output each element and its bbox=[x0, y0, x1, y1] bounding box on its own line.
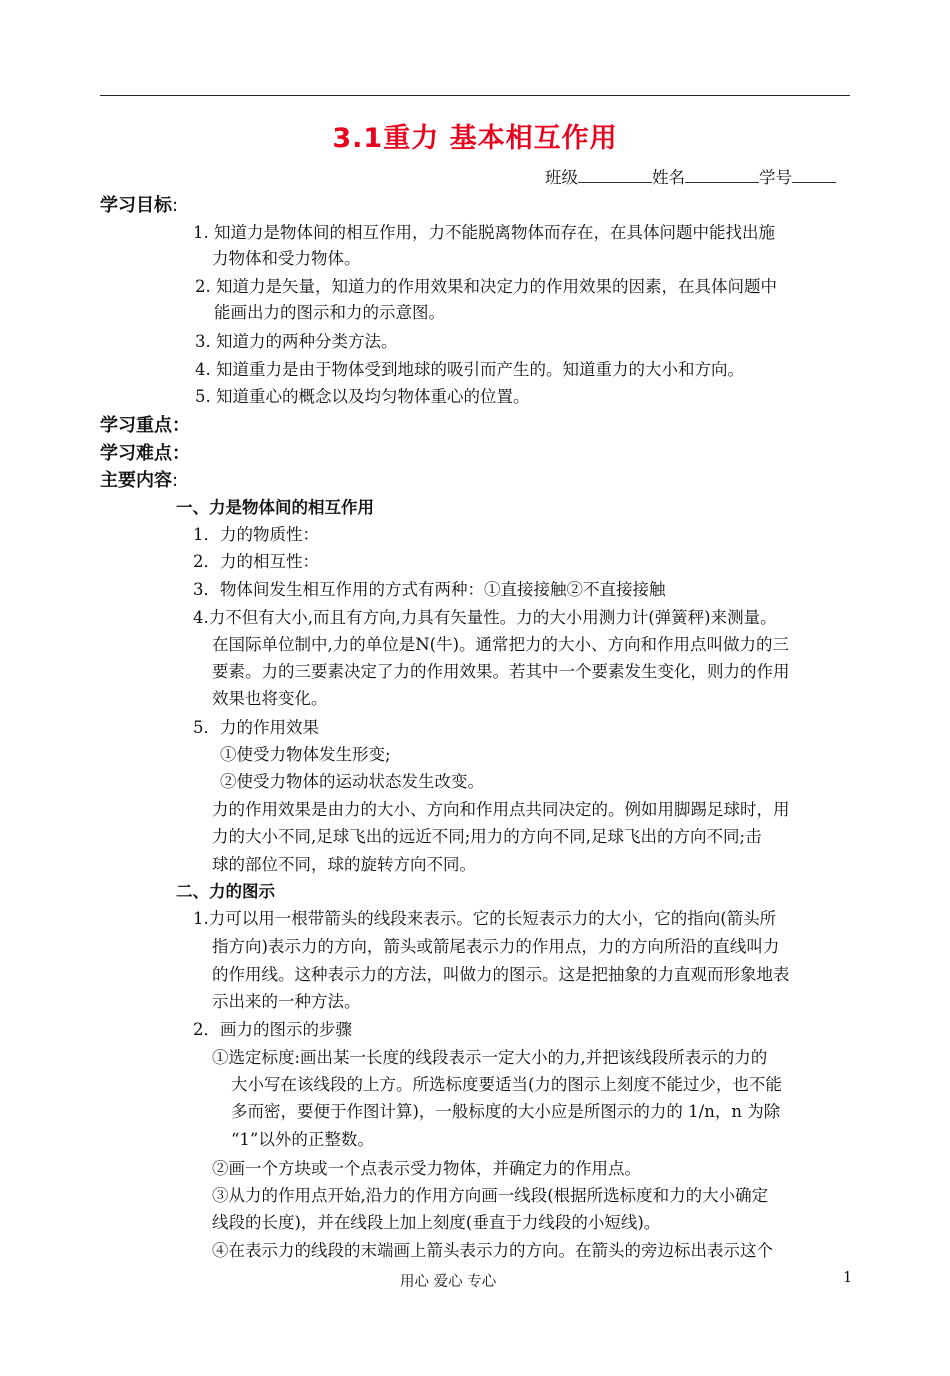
s1-para-line-2: 力的大小不同,足球飞出的远近不同;用力的方向不同,足球飞出的方向不同;击 bbox=[212, 827, 762, 846]
s2-item-1-line-4: 示出来的一种方法。 bbox=[212, 992, 361, 1011]
step-1-line-4: “1”以外的正整数。 bbox=[231, 1130, 374, 1149]
goal-4: 4. 知道重力是由于物体受到地球的吸引而产生的。知道重力的大小和方向。 bbox=[195, 360, 744, 379]
document-title: 3.1重力 基本相互作用 bbox=[332, 123, 618, 154]
s1-item-4-line-3: 要素。力的三要素决定了力的作用效果。若其中一个要素发生变化，则力的作用 bbox=[212, 662, 790, 681]
section-1-title: 一、力是物体间的相互作用 bbox=[176, 498, 374, 517]
s2-item-2: 2．画力的图示的步骤 bbox=[193, 1020, 352, 1039]
step-1-line-2: 大小写在该线段的上方。所选标度要适当(力的图示上刻度不能过少，也不能 bbox=[231, 1075, 782, 1094]
goal-3: 3. 知道力的两种分类方法。 bbox=[195, 332, 398, 351]
step-1-line-3: 多而密，要便于作图计算)，一般标度的大小应是所图示的力的 1/n，n 为除 bbox=[231, 1102, 781, 1121]
class-label: 班级 bbox=[545, 168, 578, 187]
goal-1-line-1: 1. 知道力是物体间的相互作用，力不能脱离物体而存在，在具体问题中能找出施 bbox=[193, 223, 775, 242]
s1-para-line-1: 力的作用效果是由力的大小、方向和作用点共同决定的。例如用脚踢足球时，用 bbox=[212, 800, 790, 819]
s2-item-1-line-2: 指方向)表示力的方向，箭头或箭尾表示力的作用点，力的方向所沿的直线叫力 bbox=[212, 937, 780, 956]
s1-para-line-3: 球的部位不同，球的旋转方向不同。 bbox=[212, 855, 476, 874]
goal-2-line-2: 能画出力的图示和力的示意图。 bbox=[214, 303, 445, 322]
goals-heading: 学习目标: bbox=[100, 195, 179, 216]
step-1-line-1: ①选定标度:画出某一长度的线段表示一定大小的力,并把该线段所表示的力的 bbox=[212, 1048, 768, 1067]
step-4-line-1: ④在表示力的线段的末端画上箭头表示力的方向。在箭头的旁边标出表示这个 bbox=[212, 1241, 773, 1260]
s1-item-4-line-4: 效果也将变化。 bbox=[212, 689, 328, 708]
s1-item-5-b: ②使受力物体的运动状态发生改变。 bbox=[220, 772, 484, 791]
step-2: ②画一个方块或一个点表示受力物体，并确定力的作用点。 bbox=[212, 1159, 641, 1178]
s1-item-4-line-1: 4.力不但有大小,而且有方向,力具有矢量性。力的大小用测力计(弹簧秤)来测量。 bbox=[193, 608, 777, 627]
header-rule bbox=[100, 95, 850, 96]
id-label: 学号 bbox=[759, 168, 792, 187]
name-blank[interactable] bbox=[685, 164, 759, 183]
section-2-title: 二、力的图示 bbox=[176, 882, 275, 901]
name-label: 姓名 bbox=[652, 168, 685, 187]
s1-item-4-line-2: 在国际单位制中,力的单位是N(牛)。通常把力的大小、方向和作用点叫做力的三 bbox=[212, 635, 790, 654]
difficulties-heading: 学习难点： bbox=[100, 443, 190, 464]
step-3-line-1: ③从力的作用点开始,沿力的作用方向画一线段(根据所选标度和力的大小确定 bbox=[212, 1186, 769, 1205]
s2-item-1-line-3: 的作用线。这种表示力的方法，叫做力的图示。这是把抽象的力直观而形象地表 bbox=[212, 965, 790, 984]
s2-item-1-line-1: 1.力可以用一根带箭头的线段来表示。它的长短表示力的大小，它的指向(箭头所 bbox=[193, 909, 777, 928]
main-content-heading: 主要内容: bbox=[100, 470, 179, 491]
goal-5: 5. 知道重心的概念以及均匀物体重心的位置。 bbox=[195, 387, 530, 406]
page-number: 1 bbox=[843, 1270, 853, 1286]
s1-item-3: 3．物体间发生相互作用的方式有两种：①直接接触②不直接接触 bbox=[193, 580, 666, 599]
goal-1-line-2: 力物体和受力物体。 bbox=[212, 249, 361, 268]
key-points-heading: 学习重点： bbox=[100, 415, 190, 436]
student-info-line bbox=[545, 164, 836, 191]
s1-item-5-a: ①使受力物体发生形变; bbox=[220, 745, 391, 764]
s1-item-1: 1．力的物质性： bbox=[193, 525, 319, 544]
goal-2-line-1: 2. 知道力是矢量，知道力的作用效果和决定力的作用效果的因素，在具体问题中 bbox=[195, 277, 777, 296]
s1-item-2: 2．力的相互性： bbox=[193, 552, 319, 571]
class-blank[interactable] bbox=[578, 164, 652, 183]
footer-motto: 用心 爱心 专心 bbox=[400, 1274, 497, 1290]
s1-item-5: 5．力的作用效果 bbox=[193, 718, 319, 737]
id-blank[interactable] bbox=[792, 164, 836, 183]
step-3-line-2: 线段的长度)，并在线段上加上刻度(垂直于力线段的小短线)。 bbox=[212, 1213, 661, 1232]
